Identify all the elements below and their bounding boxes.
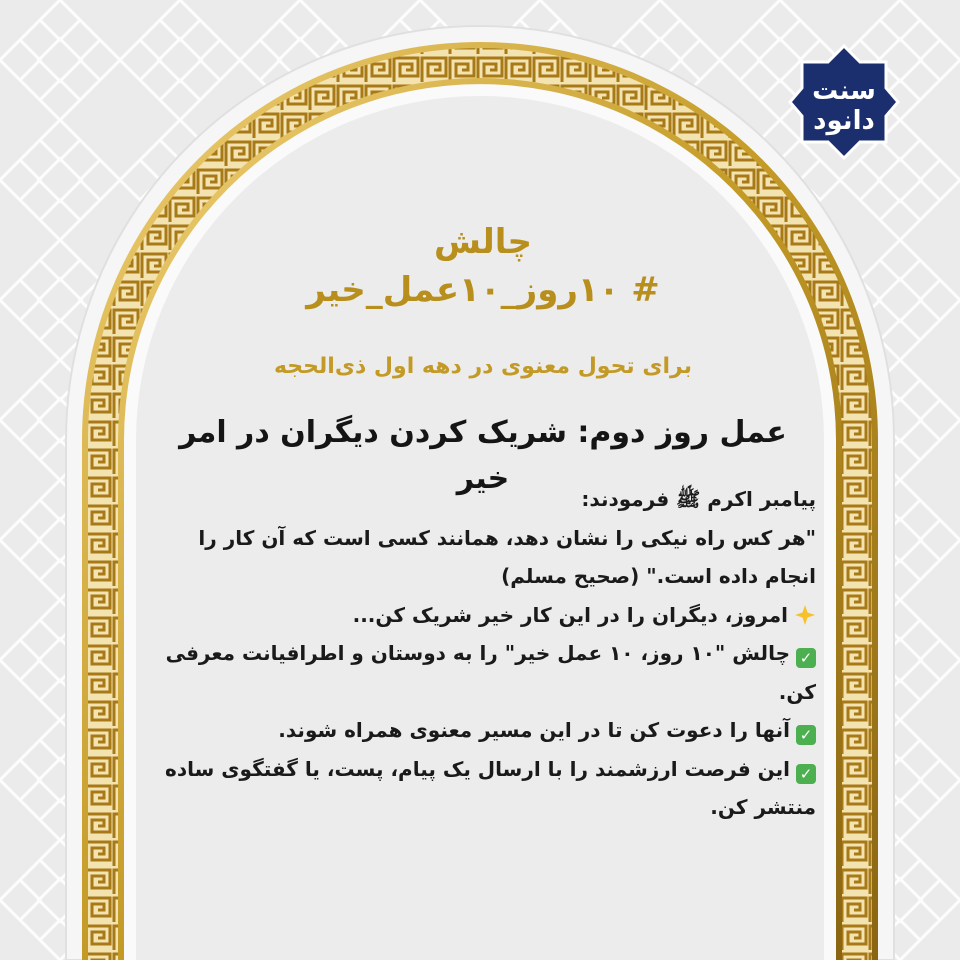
list-item-text: آنها را دعوت کن تا در این مسیر معنوی همراه شوند.: [278, 718, 790, 742]
list-item-text: چالش "۱۰ روز، ۱۰ عمل خیر" را به دوستان و اطرافیانت معرفی کن.: [165, 641, 816, 704]
challenge-title: چالش: [433, 222, 533, 262]
body-content: [150, 480, 816, 827]
check-mark-icon: ✓: [796, 725, 816, 745]
logo-line-2: دانود: [813, 106, 875, 136]
today-text: امروز، دیگران را در این کار خیر شریک کن...: [352, 602, 788, 627]
intro-line: پیامبر اکرم ﷺ فرمودند:: [581, 487, 816, 511]
challenge-subtitle: برای تحول معنوی در دهه اول ذی‌الحجه: [273, 354, 693, 379]
check-mark-icon: ✓: [796, 764, 816, 784]
list-item: [150, 711, 816, 750]
hadith-quote: "هر کس راه نیکی را نشان دهد، همانند کسی است که آن کار را انجام داده است." (صحیح مسلم): [198, 525, 816, 588]
list-item: [150, 750, 816, 827]
list-item: [150, 634, 816, 711]
challenge-hashtag: # ۱۰روز_۱۰عمل_خیر: [306, 270, 660, 310]
check-mark-icon: ✓: [796, 648, 816, 668]
list-item-text: این فرصت ارزشمند را با ارسال یک پیام، پست، یا گفتگوی ساده منتشر کن.: [165, 756, 816, 819]
logo-line-1: سنت: [812, 76, 876, 106]
sparkle-star-icon: [794, 604, 816, 626]
day-title: عمل روز دوم: شریک کردن دیگران در امر خیر: [179, 415, 787, 496]
today-line: [150, 596, 816, 635]
brand-logo: [788, 44, 900, 162]
